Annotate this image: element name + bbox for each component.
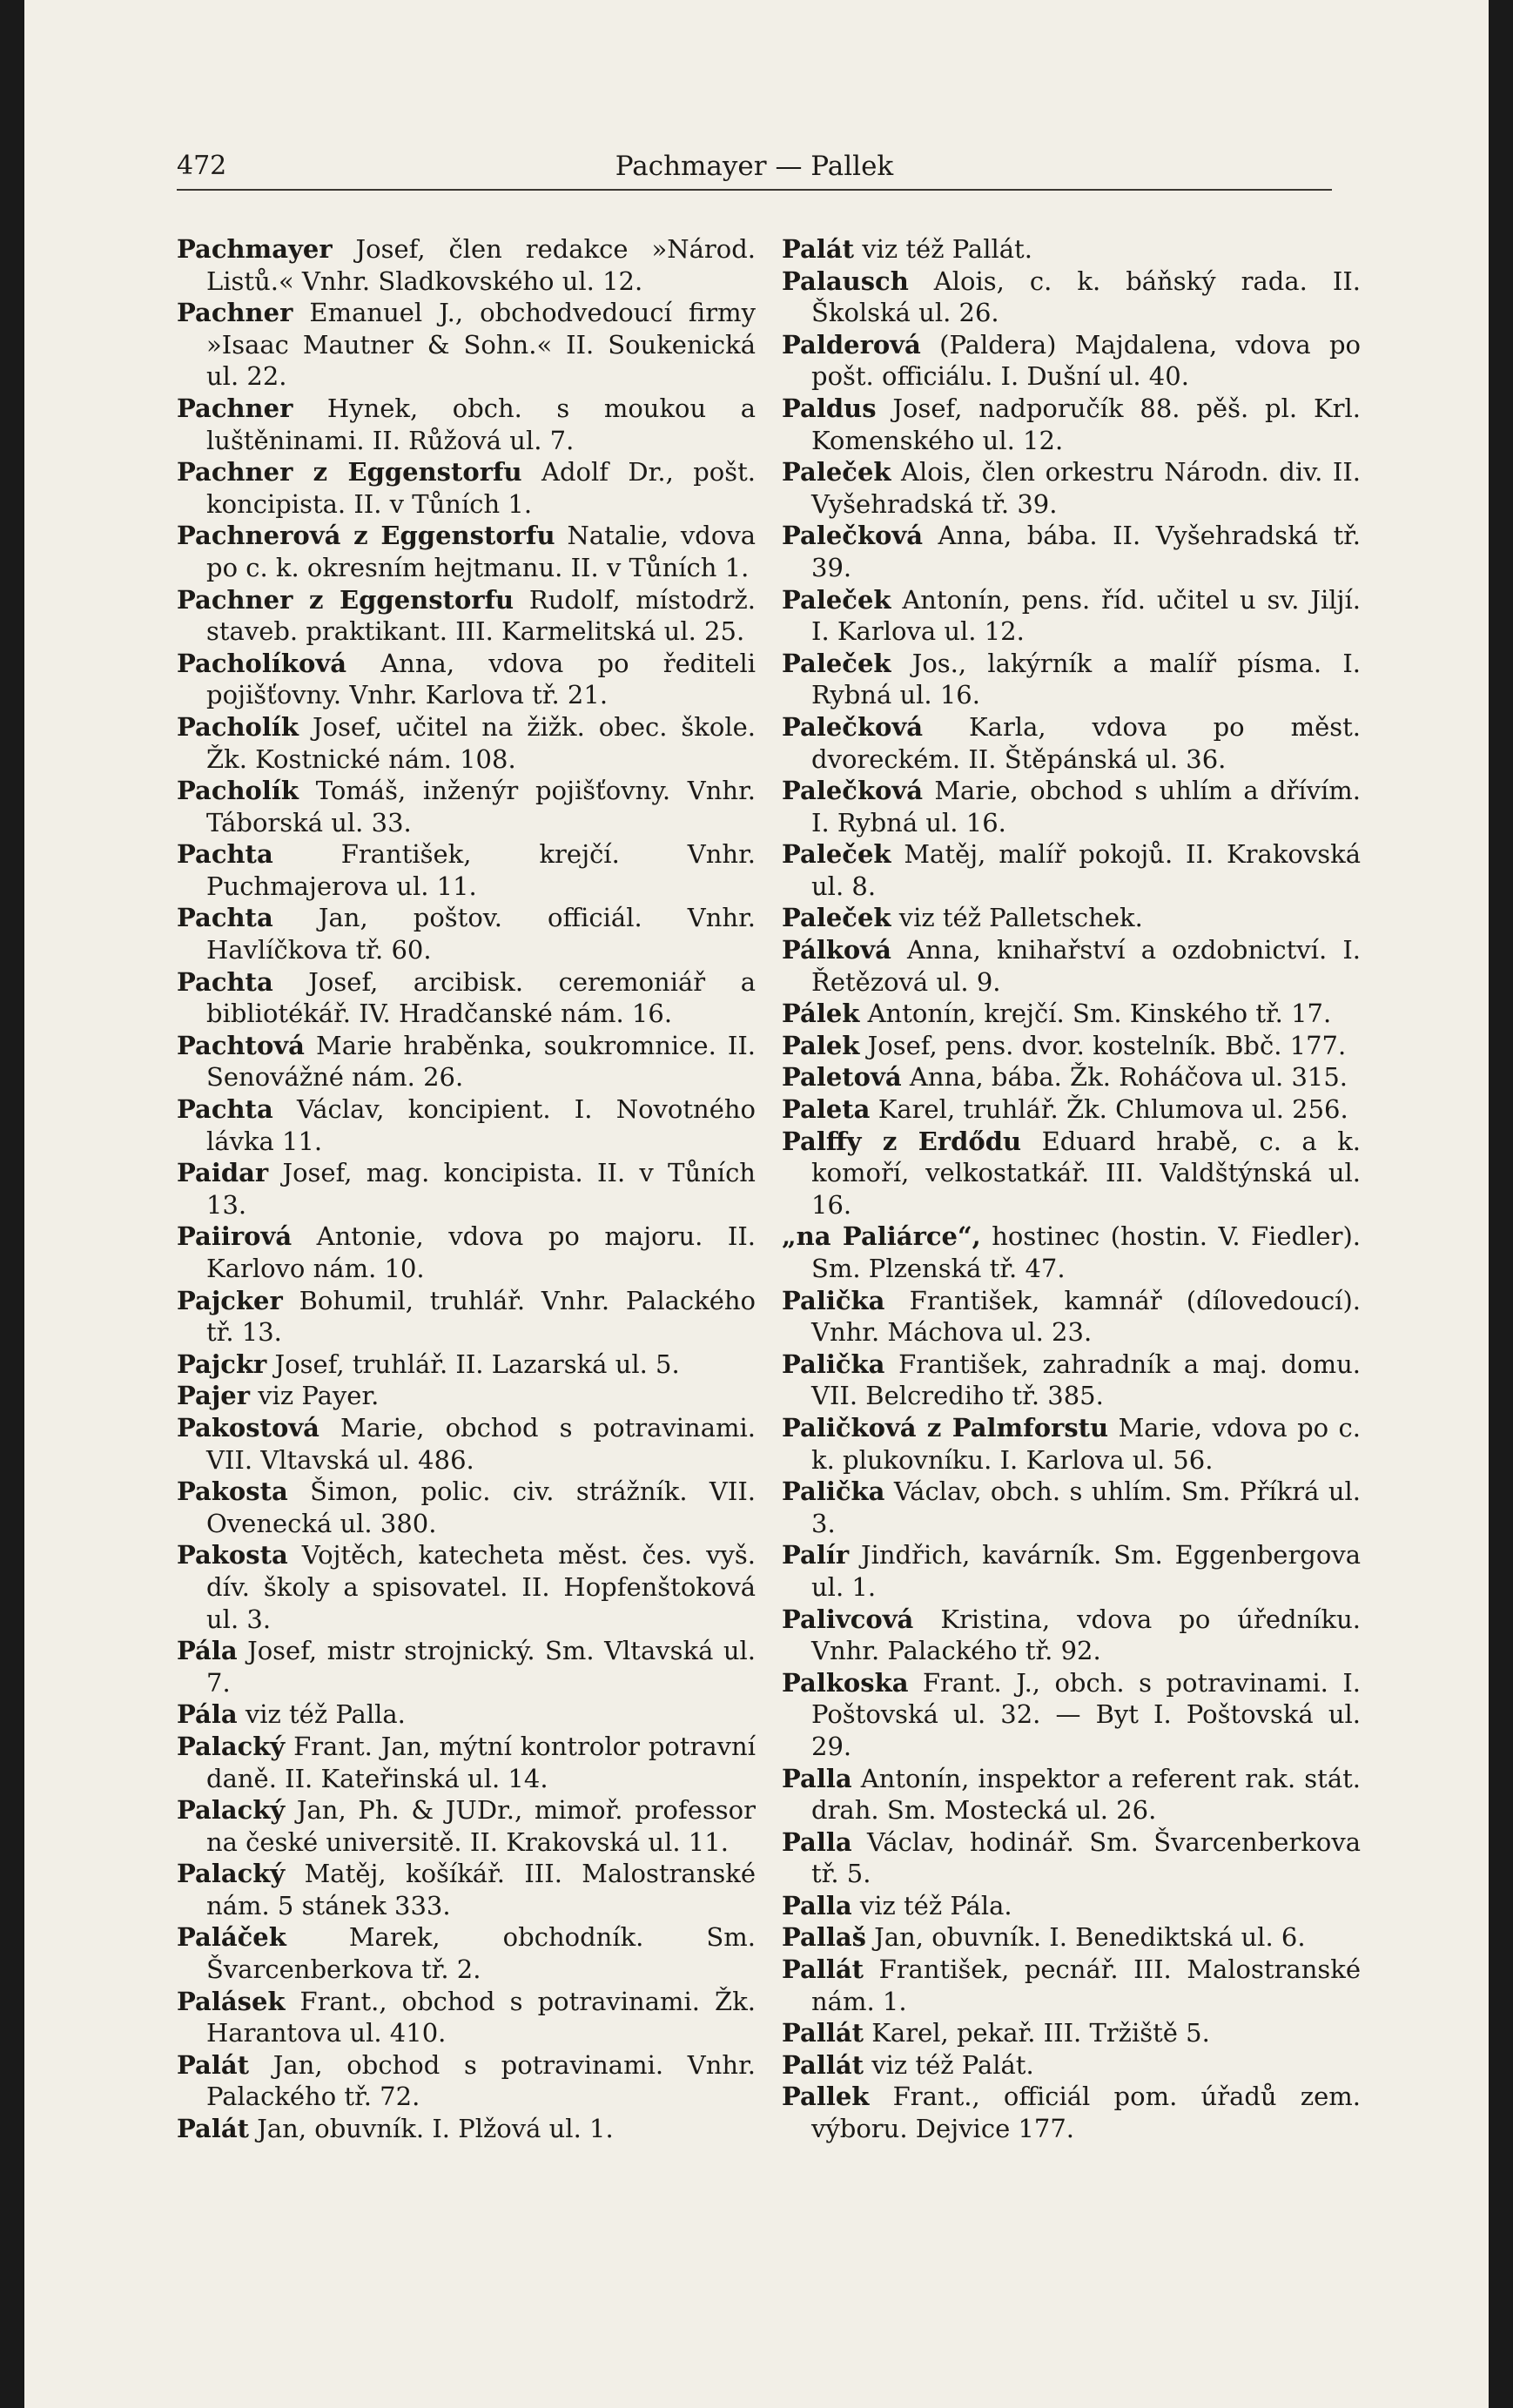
entry-name: Pajer [177,1381,251,1411]
directory-entry [782,838,1361,902]
entry-name: Palát [177,2049,250,2080]
entry-name: Palivcová [782,1604,914,1634]
entry-name: Palderová [782,329,921,360]
entry-name: Pakostová [177,1412,319,1443]
entry-details: František, pecnář. III. Malostranské nám. 1. [811,1954,1361,2016]
entry-name: Pachner [177,298,293,328]
entry-details: Matěj, košíkář. III. Malostranské nám. 5 stánek 333. [206,1859,756,1920]
directory-entry [177,711,756,775]
entry-name: Palla [782,1763,852,1793]
entry-name: Pallek [782,2082,870,2112]
entry-details: viz též Pallát. [854,234,1032,264]
entry-details: Jan, Ph. & JUDr., mimoř. professor na české universitě. II. Krakovská ul. 11. [206,1795,756,1857]
entry-details: Anna, vdova po řediteli pojišťovny. Vnhr. Karlova tř. 21. [206,648,756,710]
directory-entry [177,1412,756,1476]
entry-details: viz Payer. [250,1381,380,1411]
directory-entry [782,934,1361,998]
entry-name: Pachner z Eggenstorfu [177,584,514,615]
directory-entry [177,1157,756,1221]
entry-name: Palacký [177,1859,286,1889]
entry-name: Paleta [782,1094,871,1125]
directory-entry [177,393,756,456]
entry-details: Václav, koncipient. I. Novotného lávka 11. [206,1094,756,1156]
entry-details: František, krejčí. Vnhr. Puchmajerova ul. 11. [206,839,756,901]
entry-name: Palacký [177,1795,286,1826]
entry-details: Marie, vdova po c. k. plukovníku. I. Karlova ul. 56. [811,1412,1362,1475]
entry-name: Palička [782,1349,885,1379]
directory-entry [177,584,756,648]
entry-details: Jan, obuvník. I. Plžová ul. 1. [249,2114,614,2144]
directory-entry [177,1476,756,1539]
entry-details: viz též Pála. [851,1890,1012,1920]
entry-name: Pachnerová z Eggenstorfu [177,521,555,551]
entry-name: Palkoska [782,1667,909,1698]
directory-entry [782,1667,1361,1763]
directory-entry [177,456,756,520]
entry-details: Antonín, krejčí. Sm. Kinského tř. 17. [859,999,1332,1029]
entry-name: Pacholík [177,776,299,806]
entry-name: „na Paliárce“, [782,1221,981,1252]
directory-entry [782,1285,1361,1349]
entry-details: hostinec (hostin. V. Fiedler). Sm. Plzenská tř. 47. [811,1221,1361,1283]
entry-name: Palla [782,1890,852,1920]
entry-details: Václav, obch. s uhlím. Sm. Příkrá ul. 3. [811,1476,1361,1538]
directory-entry [782,1093,1361,1126]
entry-name: Pakosta [177,1476,288,1507]
entry-name: Palička [782,1476,885,1507]
entry-name: Pacholíková [177,648,347,678]
page-header [177,144,1332,191]
entry-name: Paletová [782,1062,902,1093]
directory-entry [782,1921,1361,1954]
entry-details: Jan, obuvník. I. Benediktská ul. 6. [865,1922,1306,1953]
entry-name: Pála [177,1699,238,1730]
entry-details: Jan, obchod s potravinami. Vnhr. Palackého tř. 72. [206,2049,756,2112]
entry-details: Alois, c. k. báňský rada. II. Školská ul. 26. [811,266,1361,328]
entry-name: Pachner [177,393,293,423]
entry-name: Palacký [177,1731,286,1761]
directory-entry [782,393,1361,456]
entry-details: Natalie, vdova po c. k. okresním hejtmanu. II. v Tůních 1. [206,521,756,582]
directory-entry [177,1731,756,1794]
entry-details: Josef, truhlář. II. Lazarská ul. 5. [266,1349,680,1379]
directory-entry [782,1763,1361,1826]
directory-entry [177,838,756,902]
entry-name: Paiirová [177,1221,293,1252]
entry-details: Marie, obchod s uhlím a dřívím. I. Rybná ul. 16. [811,776,1361,837]
directory-entry [782,775,1361,838]
entry-name: Palír [782,1540,850,1571]
entry-details: viz též Palát. [864,2049,1034,2080]
directory-entry [177,1093,756,1157]
entry-name: Paleček [782,648,891,678]
directory-entry [782,2017,1361,2049]
directory-entry [782,648,1361,711]
entry-details: Josef, učitel na žižk. obec. škole. Žk. Kostnické nám. 108. [206,711,756,774]
entry-name: Pallát [782,2049,864,2080]
entry-name: Pakosta [177,1540,288,1571]
entry-details: Karel, pekař. III. Tržiště 5. [864,2018,1210,2048]
directory-entry [177,1986,756,2049]
entry-details: Hynek, obch. s moukou a luštěninami. II. Růžová ul. 7. [206,393,756,455]
entry-name: Pallaš [782,1922,866,1953]
entry-name: Pachta [177,839,273,870]
entry-name: Pachta [177,966,273,997]
entry-name: Pallát [782,2018,864,2048]
directory-entry [782,233,1361,266]
entry-details: Tomáš, inženýr pojišťovny. Vnhr. Táborská ul. 33. [206,776,756,837]
directory-entry [782,1476,1361,1539]
directory-entry [177,520,756,583]
directory-entry [782,266,1361,329]
entry-details: Antonín, pens. říd. učitel u sv. Jiljí. I. Karlova ul. 12. [811,584,1361,647]
entry-details: Adolf Dr., pošt. koncipista. II. v Tůních 1. [206,457,756,519]
entry-details: Matěj, malíř pokojů. II. Krakovská ul. 8. [811,839,1361,901]
entry-name: Palásek [177,1986,286,2016]
entry-details: František, kamnář (dílovedoucí). Vnhr. Máchova ul. 23. [811,1285,1361,1348]
entry-name: Pachtová [177,1030,305,1060]
entry-details: Antonín, inspektor a referent rak. stát. drah. Sm. Mostecká ul. 26. [811,1763,1361,1826]
entry-details: Emanuel J., obchodvedoucí firmy »Isaac Mautner & Sohn.« II. Soukenická ul. 22. [206,298,756,392]
entry-details: Bohumil, truhlář. Vnhr. Palackého tř. 13. [206,1285,756,1348]
directory-entry [782,902,1361,934]
directory-entry [782,1826,1361,1890]
directory-entry [782,998,1361,1030]
entry-name: Paidar [177,1158,269,1188]
entry-name: Palečková [782,776,924,806]
entry-name: Palát [782,234,855,264]
directory-entry [782,1030,1361,1062]
entry-details: viz též Palla. [237,1699,406,1730]
page-number: 472 [177,151,227,181]
directory-entry [782,1349,1361,1412]
directory-entry [177,1698,756,1731]
entry-details: Josef, mistr strojnický. Sm. Vltavská ul. 7. [206,1636,756,1698]
directory-entry [782,1061,1361,1093]
directory-entry [782,1126,1361,1221]
directory-entry [177,966,756,1030]
directory-entry [177,2049,756,2113]
entry-details: Anna, bába. Žk. Roháčova ul. 315. [901,1062,1348,1093]
left-column [177,233,756,2145]
directory-entry [782,584,1361,648]
entry-name: Paldus [782,393,877,423]
directory-page [24,0,1489,2408]
entry-name: Pajcker [177,1285,283,1315]
entry-name: Pacholík [177,711,299,742]
directory-entry [782,711,1361,775]
entry-details: Antonie, vdova po majoru. II. Karlovo nám. 10. [206,1221,756,1283]
entry-name: Palek [782,1030,860,1060]
entry-name: Pálek [782,999,860,1029]
directory-entry [177,1921,756,1985]
entry-details: viz též Palletschek. [891,903,1143,933]
directory-entry [177,1635,756,1698]
entry-details: Josef, arcibisk. ceremoniář a bibliotékář. IV. Hradčanské nám. 16. [206,966,756,1029]
directory-entry [782,2081,1361,2144]
entry-name: Paleček [782,839,891,870]
entry-details: Marek, obchodník. Sm. Švarcenberkova tř. 2. [206,1922,756,1985]
directory-entry [177,1285,756,1349]
entry-name: Palffy z Erdődu [782,1126,1022,1156]
directory-entry [782,1604,1361,1667]
entry-details: Josef, člen redakce »Národ. Listů.« Vnhr. Sladkovského ul. 12. [206,234,756,296]
directory-entry [177,1349,756,1381]
directory-entry [782,520,1361,583]
entry-name: Pajckr [177,1349,267,1379]
entry-details: Frant., obchod s potravinami. Žk. Harantova ul. 410. [206,1986,756,2048]
entry-name: Paleček [782,584,891,615]
entry-details: Alois, člen orkestru Národn. div. II. Vyšehradská tř. 39. [811,457,1361,519]
entry-name: Palla [782,1826,852,1857]
entry-details: Jos., lakýrník a malíř písma. I. Rybná ul. 16. [811,648,1361,710]
entry-details: Josef, nadporučík 88. pěš. pl. Krl. Komenského ul. 12. [811,393,1361,455]
entry-name: Pachmayer [177,234,333,264]
directory-entry [177,233,756,297]
entry-name: Palečková [782,711,924,742]
directory-entry [782,1954,1361,2017]
entry-name: Pála [177,1636,238,1666]
entry-details: Václav, hodinář. Sm. Švarcenberkova tř. 5. [811,1826,1361,1889]
directory-entry [177,775,756,838]
directory-entry [782,1890,1361,1922]
entry-details: Jindřich, kavárník. Sm. Eggenbergova ul. 1. [811,1540,1361,1602]
right-column [782,233,1361,2145]
directory-entry [782,1412,1361,1476]
directory-entry [782,1221,1361,1284]
directory-entry [177,297,756,393]
entry-name: Palička [782,1285,885,1315]
entry-details: Anna, knihařství a ozdobnictví. I. Řetězová ul. 9. [811,935,1361,997]
entry-details: Frant., officiál pom. úřadů zem. výboru. Dejvice 177. [811,2082,1361,2144]
entry-name: Pachta [177,903,273,933]
entry-details: Karel, truhlář. Žk. Chlumova ul. 256. [870,1094,1348,1125]
directory-entry [782,1539,1361,1603]
directory-entry [177,1794,756,1858]
directory-entry [177,1221,756,1284]
entry-name: Palečková [782,521,924,551]
entry-details: Josef, mag. koncipista. II. v Tůních 13. [206,1158,756,1220]
directory-entry [782,456,1361,520]
entry-name: Pálková [782,935,891,965]
entry-details: Marie hraběnka, soukromnice. II. Senovážné nám. 26. [206,1030,756,1093]
entry-name: Palát [177,2114,250,2144]
directory-entry [177,1858,756,1921]
directory-entry [177,1030,756,1093]
running-head: Pachmayer — Pallek [615,151,894,182]
directory-entry [177,902,756,965]
entry-details: Vojtěch, katecheta měst. čes. vyš. dív. školy a spisovatel. II. Hopfenštoková ul. 3. [206,1540,756,1634]
entry-details: Rudolf, místodrž. staveb. praktikant. III. Karmelitská ul. 25. [206,584,756,647]
entry-name: Pachta [177,1094,273,1125]
entry-details: Karla, vdova po měst. dvoreckém. II. Štěpánská ul. 36. [811,711,1361,774]
entry-details: Marie, obchod s potravinami. VII. Vltavská ul. 486. [206,1412,756,1475]
entry-details: Frant. Jan, mýtní kontrolor potravní daně. II. Kateřinská ul. 14. [206,1731,756,1793]
entry-details: Anna, bába. II. Vyšehradská tř. 39. [811,521,1361,582]
entry-details: Jan, poštov. officiál. Vnhr. Havlíčkova tř. 60. [206,903,756,965]
entry-details: Šimon, polic. civ. strážník. VII. Ovenecká ul. 380. [206,1476,756,1538]
entry-name: Paličková z Palmforstu [782,1412,1109,1443]
entry-name: Paleček [782,457,891,488]
entry-name: Pallát [782,1954,864,1985]
entry-name: Pachner z Eggenstorfu [177,457,522,488]
entry-name: Paláček [177,1922,286,1953]
entry-details: František, zahradník a maj. domu. VII. Belcrediho tř. 385. [811,1349,1361,1411]
directory-entry [177,2113,756,2145]
directory-entry [782,2049,1361,2082]
entry-name: Palausch [782,266,909,296]
directory-entry [177,1380,756,1412]
entry-details: Kristina, vdova po úředníku. Vnhr. Palackého tř. 92. [811,1604,1361,1666]
directory-entry [782,329,1361,393]
entry-name: Paleček [782,903,891,933]
entry-details: Frant. J., obch. s potravinami. I. Poštovská ul. 32. — Byt I. Poštovská ul. 29. [811,1667,1361,1761]
entry-details: Josef, pens. dvor. kostelník. Bbč. 177. [859,1030,1347,1060]
entry-details: (Paldera) Majdalena, vdova po pošt. officiálu. I. Dušní ul. 40. [811,329,1361,392]
entry-details: Eduard hrabě, c. a k. komoří, velkostatkář. III. Valdštýnská ul. 16. [811,1126,1361,1220]
directory-entry [177,648,756,711]
directory-entry [177,1539,756,1635]
